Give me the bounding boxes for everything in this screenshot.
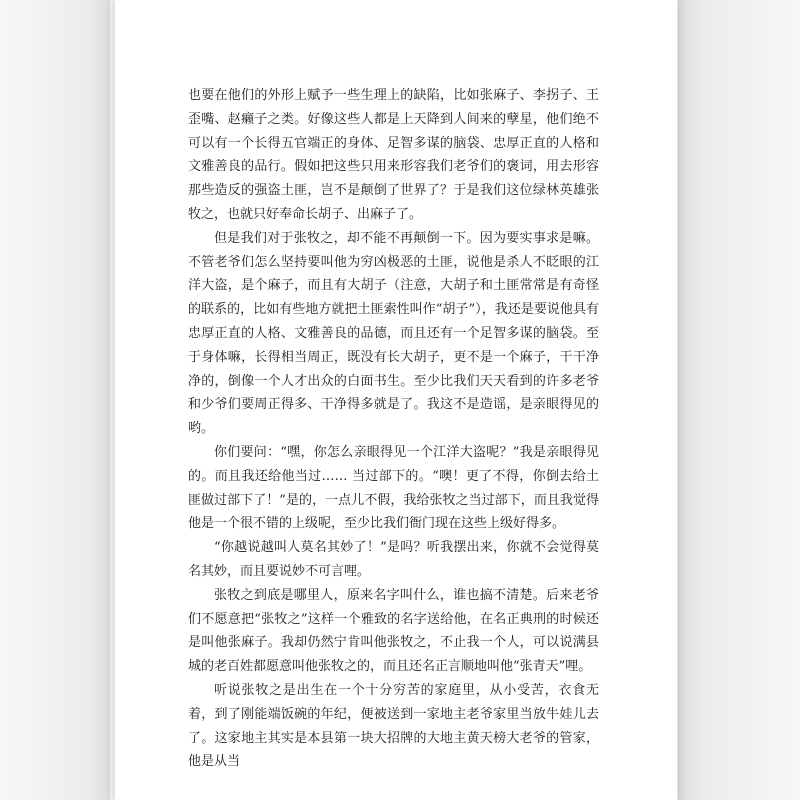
left-background (0, 0, 110, 800)
right-background (678, 0, 800, 800)
book-page (115, 0, 677, 800)
paragraph-5: 张牧之到底是哪里人，原来名字叫什么，谁也搞不清楚。后来老爷们不愿意把“张牧之”这样一个雅致的名字送给他，在名正典刑的时候还是叫他张麻子。我却仍然宁肯叫他张牧之，不止我一个人，可以说满县城的老百姓都愿意叫他张牧之的，而且还名正言顺地叫他“张青天”哩。 (188, 587, 599, 675)
paragraph-6: 听说张牧之是出生在一个十分穷苦的家庭里，从小受苦，衣食无着，到了刚能端饭碗的年纪，便被送到一家地主老爷家里当放牛娃儿去了。这家地主其实是本县第一块大招牌的大地主黄天榜大老爷的管家，他是从当 (188, 682, 599, 770)
paragraph-4: “你越说越叫人莫名其妙了！”是吗？听我摆出来，你就不会觉得莫名其妙，而且要说妙不可言哩。 (188, 540, 599, 579)
paragraph-1: 也要在他们的外形上赋予一些生理上的缺陷，比如张麻子、李拐子、王歪嘴、赵癞子之类。好像这些人都是上天降到人间来的孽星，他们绝不可以有一个长得五官端正的身体、足智多谋的脑袋、忠厚正直的人格和文雅善良的品行。假如把这些只用来形容我们老爷们的褒词，用去形容那些造反的强盗土匪，岂不是颠倒了世界了？于是我们这位绿林英雄张牧之，也就只好奉命长胡子、出麻子了。 (188, 88, 599, 222)
paragraph-3: 你们要问：“嘿，你怎么亲眼得见一个江洋大盗呢？”我是亲眼得见的。而且我还给他当过…… 当过部下的。“噢！更了不得，你倒去给土匪做过部下了！”是的，一点儿不假，我给张牧之当过部下，而且我觉得他是一个很不错的上级呢，至少比我们衙门现在这些上级好得多。 (188, 444, 599, 532)
body-text (188, 84, 599, 774)
paragraph-2: 但是我们对于张牧之，却不能不再颠倒一下。因为要实事求是嘛。不管老爷们怎么坚持要叫他为穷凶极恶的土匪，说他是杀人不眨眼的江洋大盗，是个麻子，而且有大胡子（注意，大胡子和土匪常常是有奇怪的联系的，比如有些地方就把土匪索性叫作“胡子”），我还是要说他具有忠厚正直的人格、文雅善良的品德，而且还有一个足智多谋的脑袋。至于身体嘛，长得相当周正，既没有长大胡子，更不是一个麻子，干干净净的，倒像一个人才出众的白面书生。至少比我们天天看到的许多老爷和少爷们要周正得多、干净得多就是了。我这不是造谣，是亲眼得见的哟。 (188, 230, 599, 437)
